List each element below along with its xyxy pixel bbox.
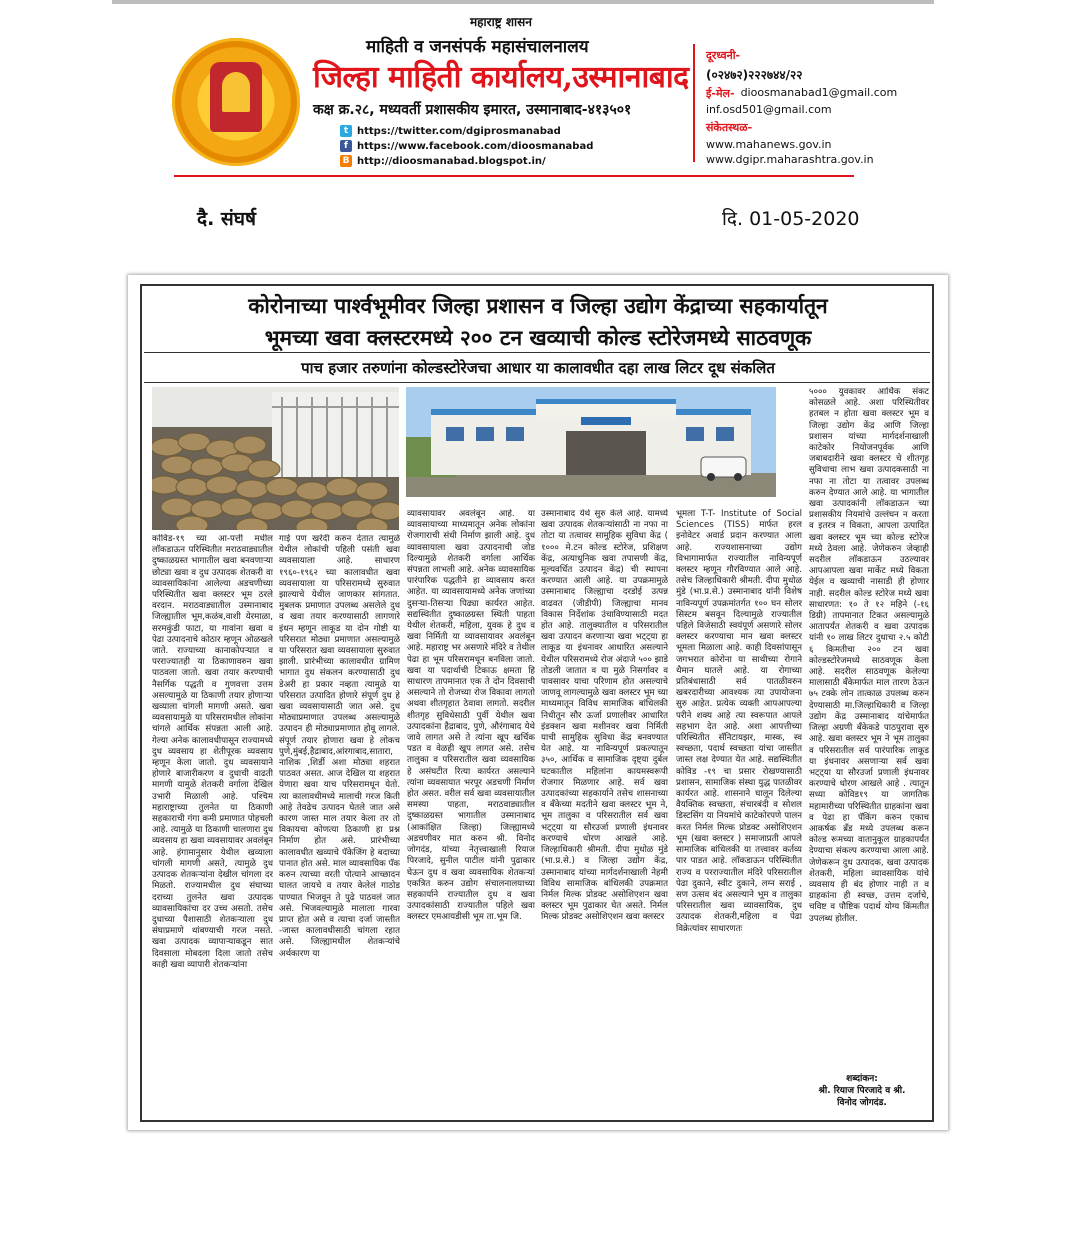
- phone-label: दूरध्वनी-: [706, 49, 741, 62]
- article-column-6: ५००० युवकावर आर्थिक संकट कोसळले आहे. अशा परिस्थितीवर हतबल न होता खवा क्लस्टर भूम व जिल्हा उद्योग केंद्र आणि जिल्हा प्रशासन यांच्या मार्गदर्शनाखाली काटेकोर नियोजनपूर्वक आणि जबाबदारीने खवा क्लस्टर चे शीतगृह सुविधाचा लाभ खवा उत्पादकसाठी ना नफा ना तोटा या तत्वावर उपलब्ध करुन देण्यात आले आहे. या भागातील खवा उत्पादकांनी लॉकडाऊन च्या प्रशासकीय नियमांचे उल्लंघन न करता व इतरत्र न विकता, आपला उत्पादित खवा क्लस्टर भूम च्या कोल्ड स्टोरेज मध्ये ठेवला आहे. जेणेकरुन जेव्हाही सदरील लॉकडाऊन उठल्यावर आपआपला खवा मार्केट मध्ये विकता येईल व खव्याची नासाडी ही होणार नाही. सदरील कोल्ड स्टोरेज मध्ये खवा साधारणत: १० ते १२ महिने (-१६ डिग्री) तापमानात टिकत असल्यामुळे आतापर्यंत शेतकरी व खवा उत्पादक यांनी १० लाख लिटर दुधाचा २.५ कोटी ६ किमतीचा २०० टन खवा कोल्डस्टोरेजमध्ये साठवणूक केला आहे. सदरील साठवणूक केलेल्या मालासाठी बँकेमार्फत माल तारण ठेऊन ७५ टक्के लोन तात्काळ उपलब्ध करुन देण्यासाठी मा.जिल्हाधिकारी व जिल्हा उद्योग केंद्र उस्मानाबाद यांचेमार्फत जिल्हा अग्रणी बँकेकडे पाठपुरावा सुरु आहे. खवा क्लस्टर भूम ने भूम तालुका व परिसरातील सर्व पारंपारिक लाकूड या इंधनावर असणाऱ्या सर्व खवा भट्ट्या या सौरउर्जा प्रणाली इंधनावर करण्याचे धोरण आखले आहे . त्यातून सध्या कोविड१९ या जागतिक महामारीच्या परिस्थितीत ग्राहकांना खवा व पेढा हा पॅकिंग करुन एकाच आकर्षक ब्रँड मध्ये उपलब्ध करून कोल्ड रूमच्या वातानुकूल ग्राहकापर्यंत देण्याचा संकल्प करण्याचा आला आहे. जेणेकरून दुध उत्पादक, खवा उत्पादक शेतकरी, महिला व्यावसायिक यांचे व्यवसाय ही बंद होणार नाही त व ग्राहकांना ही स्वच्छ, उत्तम दर्जाचे, चविष्ट व पौष्टिक पदार्थ योग्य किंमतीत उपलब्ध होतील.: [809, 387, 929, 924]
- headline-divider: [144, 352, 930, 353]
- newspaper-name: दै. संघर्ष: [197, 208, 256, 230]
- social-facebook[interactable]: [340, 140, 593, 152]
- publication-date: दि. 01-05-2020: [722, 208, 860, 230]
- office-name: जिल्हा माहिती कार्यालय,उस्मानाबाद: [313, 60, 689, 95]
- email-label: ई-मेल-: [706, 87, 735, 100]
- website-label: संकेतस्थळ-: [706, 121, 753, 134]
- page-top-rule: [112, 0, 934, 4]
- facebook-icon: f: [340, 140, 352, 152]
- blogger-icon: B: [340, 155, 352, 167]
- credit-label: शब्दांकन:: [846, 1074, 878, 1084]
- article-column-5: भूमला T-T- Institute of Social Sciences (TISS) मार्फत हरल इनोवेटर अवार्ड प्रदान करण्यात आला आहे. राज्यशासनाच्या उद्योग विभागामार्फत राज्यातील नाविन्यपूर्ण क्लस्टर म्हणून गौरविण्यात आले आहे. तसेच जिल्हाधिकारी श्रीमती. दीपा मुधोळ मुंडे (भा.प्र.से.) उस्मानाबाद यांनी विशेष नाविन्यपूर्ण उपक्रमांतर्गत १०० घन सोलर सिस्टम बसवून दिल्यामुळे राज्यातील पहिले विजेसाठी स्वयंपूर्ण असणारे सोलर क्लस्टर करण्याचा मान खवा क्लस्टर भूमला मिळाला आहे. काही दिवसांपासून जगभरात कोरोना या साथीच्या रोगाने थैमान घातले आहे. या रोगाच्या प्रतिबंधासाठी सर्व पातळीवरुन खबरदारीच्या आवश्यक त्या उपायोजना सुरु आहेत. प्रत्येक व्यक्ती आपआपल्या परीने शक्य आहे त्या स्वरूपात आपले सहभाग देत आहे. अशा आपत्तीच्या परिस्थितीत सॅनिटायझर, मास्क, स्व स्वच्छता, पदार्थ स्वच्छता यांचा जास्तीत जास्त लक्ष देण्यात येत आहे. सद्यस्थितीत कोविड -१९ चा प्रसार रोखण्यासाठी प्रशासन, सामाजिक संस्था युद्ध पातळीवर कार्यरत आहे. शासनाने घालून दिलेल्या वैयक्तिक स्वच्छता, संचारबंदी व सोशल डिस्टसिंग या नियमांचे काटेकोरपणे पालन करत निर्मल मिल्क प्रोडक्ट असोशिएशन भूम (खवा क्लस्टर ) समाजाप्रती आपले सामाजिक बांधिलकी या तत्त्वावर कर्तव्य पार पाडत आहे. लॉकडाऊन परिस्थितीत राज्य व परराज्यातील मंदिरे परिसरातील पेढा दुकाने, स्वीट दुकाने, लग्न सराई , सण उत्सव बंद असल्याने भूम व तालुका परिसरातील खवा व्यावसायिक, दुध उत्पादक शेतकरी,महिला व पेढा विक्रेत्यांवर साधारणतः: [676, 509, 802, 934]
- website-dgipr[interactable]: www.dgipr.maharashtra.gov.in: [706, 153, 874, 166]
- twitter-icon: t: [340, 125, 352, 137]
- headline-line-2: भूमच्या खवा क्लस्टरमध्ये २०० टन खव्याची कोल्ड स्टोरेजमध्ये साठवणूक: [264, 325, 812, 350]
- seal-emblem-icon: [210, 62, 262, 132]
- letterhead-rule: [174, 175, 854, 177]
- government-name: महाराष्ट्र शासन: [470, 15, 532, 29]
- website-mahanews[interactable]: www.mahanews.gov.in: [706, 138, 832, 151]
- letterhead-divider: [693, 44, 695, 162]
- department-name: माहिती व जनसंपर्क महासंचालनालय: [366, 37, 589, 57]
- facebook-link[interactable]: https://www.facebook.com/dioosmanabad: [357, 140, 594, 152]
- email-row: [706, 86, 897, 101]
- cold-storage-photo: [152, 387, 399, 530]
- article-column-4: उस्मानाबाद येथे सुरु केले आहे. यामध्ये खवा उत्पादक शेतकऱ्यांसाठी ना नफा ना तोटा या तत्वावर सामुहिक सुविधा केंद्र ( १००० मे.टन कोल्ड स्टोरेज, प्रशिक्षण केंद्र, अत्याधुनिक खवा तपासणी केंद्र, मूल्यवर्धित उत्पादन केंद्र) ची स्थापना करण्यात आली आहे. या उपक्रमामुळे उस्मानाबाद जिल्ह्याचा दरडोई उत्पन्न वाढवत (जीडीपी) जिल्ह्याचा मानव विकास निर्देशांक उंचाविण्यासाठी मदत होत आहे. तालुक्यातील व परिसरातील खवा उत्पादन करणाऱ्या खवा भट्ट्या हा लाकूड या इंधनावर आधारित असल्याने येथील परिसरामध्ये रोज अंदाजे ५०० झाडे तोडली जातात व या मुळे निसर्गावर व पावसावर याचा परिणाम होत असल्याचे जाणवू लागल्यामुळे खवा क्लस्टर भूम च्या माध्यमातून विविध सामाजिक बांधिलकी निधीतून सौर ऊर्जा प्रणालीवर आधारित इंडक्शन खवा मशीनवर खवा निर्मिती याची सामुहिक सुविधा केंद्र बनवण्यात येत आहे. या नाविन्यपूर्ण प्रकल्पातून ३५०, आर्थिक व सामाजिक दृष्ट्या दुर्बल घटकातील महिलांना कायमस्वरूपी रोजगार मिळणार आहे. सर्व खवा उत्पादकांच्या सहकार्याने तसेच शासनाच्या व बँकेच्या मदतीने खवा क्लस्टर भूम ने, भूम तालुका व परिसरातील सर्व खवा भट्ट्या या सौरउर्जा प्रणाली इंधनावर करण्याचे धोरण आखले आहे. जिल्हाधिकारी श्रीमती. दीपा मुधोळ मुंडे (भा.प्र.से.) व जिल्हा उद्योग केंद्र, उस्मानाबाद यांच्या मार्गदर्शनाखाली नेहमी विविध सामाजिक बांधिलकी उपक्रमात निर्मल मिल्क प्रोडक्ट असोशिएशन खवा क्लस्टर भूम पुढाकार घेत असते. निर्मल मिल्क प्रोडक्ट असोशिएशन खवा क्लस्टर: [541, 509, 668, 923]
- office-address: कक्ष क्र.२८, मध्यवर्ती प्रशासकीय इमारत, उस्मानाबाद-४१३५०१: [313, 102, 632, 118]
- article-column-3: व्यावसायावर अवलंबून आहे. या व्यावसायाच्या माध्यमातून अनेक लोकांना रोजगाराची संधी निर्माण झाली आहे. दुध व्यावसायाला खवा उत्पादनाची जोड दिल्यामुळे शेतकरी वर्गाला आर्थिक संपन्नता लाभली आहे. अनेक व्यावसायिक पारंपारिक पद्धतीने हा व्यावसाय करत आहेत. या व्यावसायामध्ये अनेक जणांच्या दुसऱ्या-तिसऱ्या पिढ्या कार्यरत आहेत. सद्यस्थितीत दुष्काळग्रस्त स्थिती पाहता येथील शेतकरी, महिला, युवक हे दुध व खवा निर्मिती या व्यावसायावर अवलंबून आहे. महाराष्ट्र भर असणारे मंदिरे व तेथील पेढा हा भूम परिसरामधून बनविला जातो. खवा या पदार्थाची टिकाऊ क्षमता हि साधारण तापमानात एक ते दोन दिवसाची असल्याने तो रोजच्या रोज विकावा लागतो अथवा शीतगृहात ठेवावा लागतो. सदरील शीतगृह सुविधेसाठी पुर्वी येथील खवा उत्पादकांना हैद्राबाद, पुणे, औरंगाबाद येथे जावे लागत असे ते त्यांना खूप खर्चिक पडत व वेळही खूप लागत असे. तसेच तालुका व परिसरातील खवा व्यवसायिक हे असंघटीत रित्या कार्यरत असल्याने त्यांना व्यवसायात भरपूर अडचणी निर्माण होत असत. वरील सर्व खवा व्यवसायातील समस्या पाहता, मराठवाड्यातील दुष्काळग्रस्त भागातील उस्मानाबाद (आकांक्षित जिल्हा) जिल्ह्यामध्ये अडचणीवर मात करुन श्री. विनोद जोगदंड, यांच्या नेतृत्त्वाखाली रियाज पिरजादे, सुनील पाटील यांनी पुढाकार घेऊन दुध व खवा व्यवसायिक शेतकऱ्यां एकत्रित करुन उद्योग संचालनालयाच्या सहकार्याने राज्यातील दुध व खवा उत्पादकांसाठी राज्यातील पहिले खवा क्लस्टर एमआयडीसी भूम ता.भूम जि.: [407, 509, 535, 923]
- cluster-building-photo: [406, 387, 776, 497]
- blogger-link[interactable]: http://dioosmanabad.blogspot.in/: [357, 155, 546, 167]
- twitter-link[interactable]: https://twitter.com/dgiprosmanabad: [357, 125, 561, 137]
- social-blogger[interactable]: [340, 155, 546, 167]
- article-credit: [812, 1073, 912, 1109]
- phone-number: (०२४७२)२२२७४४/२२: [706, 68, 803, 82]
- email-primary[interactable]: dioosmanabad1@gmail.com: [740, 86, 898, 99]
- email-secondary[interactable]: inf.osd501@gmail.com: [706, 103, 832, 116]
- subheadline-divider: [144, 382, 930, 383]
- headline-line-1: कोरोनाच्या पार्श्वभूमीवर जिल्हा प्रशासन व जिल्हा उद्योग केंद्राच्या सहकार्यातून: [248, 293, 828, 318]
- credit-names: श्री. रियाज पिरजादे व श्री. विनोद जोगदंड.: [818, 1086, 906, 1108]
- article-column-1: कोविड-१९ च्या आ-पत्ती मधील लॉकडाऊन परिस्थितीत मराठवाड्यातील दुष्काळग्रस्त भागातील खवा बनवणाऱ्या छोट्या खवा व दुध उत्पादक शेतकरी वा व्यावसायिकांना आलेल्या अडचणीच्या परिस्थितीत खवा क्लस्टर भूम ठरले वरदान. मराठवाड्यातील उस्मानाबाद जिल्ह्यातील भूम,कळंब,वाशी येरमाळा, सरमकुंडी फाटा, या गावांना खवा व पेढा उत्पादनाचे कोठार म्हणून ओळखले जाते. राज्याच्या कानाकोपऱ्यात व परराज्यातही या ठिकाणावरुन खवा पाठवला जातो. खवा तयार करण्याची नैसर्गिक पद्धती व गुणवत्ता उत्तम असल्यामुळे या ठिकाणी तयार होणाऱ्या खव्याला चांगली मागणी असते. खवा व्यवसायामुळे या परिसरामधील लोकांना चांगले आर्थिक संपन्नता आली आहे. गेल्या अनेक कालावधीपासून राज्यामध्ये दुध व्यवसाय हा शेतीपूरक व्यवसाय म्हणून केला जातो. दुध व्यवसायाने होणारे बाजारीकरण व दुधाची वाढती मागणी यामुळे शेतकरी वर्गाला देखिल उभारी मिळाली आहे. पश्चिम महाराष्ट्राच्या तुलनेत या ठिकाणी सहकाराची गंगा कमी प्रमाणात पोहचली आहे. त्यामुळे या ठिकाणी चालणारा दुध व्यवसाय हा खवा व्यवसायावर अवलंबून आहे. हंगामानुसार येथील खव्याला चांगली मागणी असते, त्यामुळे दुध उत्पादक शेतकऱ्यांना देखील चांगला दर मिळतो. राज्यामधील दुध संघाच्या दराच्या तुलनेत खवा उत्पादक व्यावसायिकांचा दर उच्च असतो. तसेच दुधाच्या पैशासाठी शेतकऱ्याला दुध संघाप्रमाणे थांबण्याची गरज नसते. खवा उत्पादक व्यापाऱ्याकडून सात दिवसाला मोबदला दिला जातो तसेच काही खवा व्यापारी शेतकऱ्यांना: [152, 534, 273, 970]
- article-column-2: गाई पण खरेदी करुन देतात त्यामुळे येथील लोकांची पहिली पसंती खवा व्यवसायाला आहे. साधारण १९६०-१९६२ च्या कालावधीत खवा व्यवसायाला या परिसरामध्ये सुरुवात झाल्याचे येथील जाणकार सांगतात. मुबलक प्रमाणात उपलब्ध असलेले दुध व खवा तयार करण्यासाठी लागणारे इंधन म्हणून लाकूड या दोन गोष्टी या परिसरात मोठ्या प्रमाणात असल्यामुळे या परिसरात खवा व्यवसायाला सुरुवात झाली. प्रारंभीच्या कालावधीत ग्रामिण भागात दुध संकलन करण्यासाठी दुध डेअरी हा प्रकार नव्हता त्यामुळे या परिसरात उत्पादित होणारे संपूर्ण दुध हे खवा व्यवसायासाठी जात असे. दुध मोठ्याप्रमाणात उपलब्ध असल्यामुळे उत्पादन ही मोठ्याप्रमाणात होवू लागले. संपूर्ण तयार होणारा खवा हे लोकच पुणे,मुंबई,हैद्राबाद,आंरगाबाद,सातारा,नाशिक ,शिर्डी अशा मोठ्या शहरात पाठवत असत. आज देखिल या शहरात येणारा खवा याच परिसरामधून येतो. त्या कालावधीमध्ये मालाची गरज किती आहे तेवढेच उत्पादन घेतले जात असे कारण जास्त माल तयार केला तर तो विकायचा कोणत्या ठिकाणी हा प्रश्न निर्माण होत असे. प्रारंभीच्या कालावधीत खव्याचे पॅकेजिंग हे बदाच्या पानात होत असे. माल व्यावसायिक पॅक करुन त्याच्या वरती पोत्याने आच्छादन घालत जायचे व तयार केलेलं गाठोड पाण्यात भिजवून ते पुढे पाठवलं जात असे. भिजवल्यामुळे मालाला गारवा प्राप्त होत असे व त्याचा दर्जा जास्तीत -जास्त कालावधीसाठी चांगला रहात असे. जिल्ह्यामधील शेतकऱ्यांचे अर्थकारण या: [279, 534, 400, 959]
- subheadline: पाच हजार तरुणांना कोल्डस्टोरेजचा आधार या कालावधीत दहा लाख लिटर दूध संकलित: [301, 359, 775, 377]
- social-twitter[interactable]: [340, 125, 561, 137]
